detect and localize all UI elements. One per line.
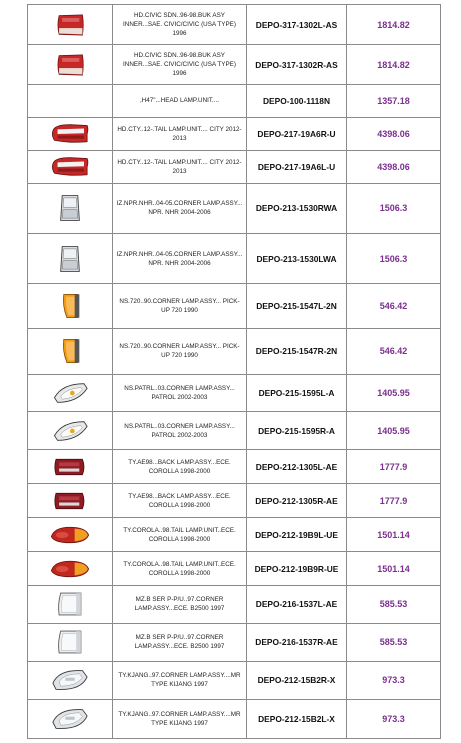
part-number: DEPO-215-1547L-2N bbox=[247, 284, 347, 329]
product-description: TY.KJANG..97.CORNER LAMP.ASSY....MR TYPE KIJANG 1997 bbox=[113, 699, 247, 738]
product-description: HD.CIVIC SDN..96-98.BUK ASY INNER...SAE. CIVIC/CIVIC (USA TYPE) 1996 bbox=[113, 45, 247, 85]
price: 1814.82 bbox=[347, 5, 441, 45]
part-number: DEPO-212-15B2L-X bbox=[247, 699, 347, 738]
part-number: DEPO-215-1547R-2N bbox=[247, 329, 347, 374]
product-image-cell bbox=[28, 585, 113, 623]
table-row bbox=[28, 5, 441, 45]
product-image-cell bbox=[28, 5, 113, 45]
product-description: HD.CIVIC SDN..96-98.BUK ASY INNER...SAE. CIVIC/CIVIC (USA TYPE) 1996 bbox=[113, 5, 247, 45]
product-description: HD.CTY..12-.TAIL LAMP.UNIT.... CITY 2012-2013 bbox=[113, 117, 247, 150]
product-description: TY.AE98...BACK LAMP.ASSY...ECE. COROLLA 1998-2000 bbox=[113, 484, 247, 518]
product-description: NS.720..90.CORNER LAMP.ASSY... PICK-UP 720 1990 bbox=[113, 329, 247, 374]
table-row bbox=[28, 85, 441, 118]
part-number: DEPO-100-1118N bbox=[247, 85, 347, 118]
product-image-cell bbox=[28, 183, 113, 233]
red-rear-lamp-icon bbox=[40, 11, 100, 39]
price: 4398.06 bbox=[347, 150, 441, 183]
price: 973.3 bbox=[347, 661, 441, 699]
part-number: DEPO-217-19A6R-U bbox=[247, 117, 347, 150]
part-number: DEPO-212-19B9R-UE bbox=[247, 552, 347, 586]
product-description: HD.CTY..12-.TAIL LAMP.UNIT.... CITY 2012-2013 bbox=[113, 150, 247, 183]
price: 1814.82 bbox=[347, 45, 441, 85]
product-image-cell bbox=[28, 661, 113, 699]
price: 973.3 bbox=[347, 699, 441, 738]
product-description: NS.720..90.CORNER LAMP.ASSY... PICK-UP 720 1990 bbox=[113, 284, 247, 329]
table-row bbox=[28, 661, 441, 699]
red-back-lamp-icon bbox=[40, 453, 100, 481]
price: 546.42 bbox=[347, 329, 441, 374]
chrome-kijang-lamp-icon bbox=[40, 666, 100, 694]
part-number: DEPO-213-1530RWA bbox=[247, 183, 347, 233]
product-image-cell bbox=[28, 374, 113, 412]
table-row bbox=[28, 412, 441, 450]
price: 585.53 bbox=[347, 623, 441, 661]
table-row bbox=[28, 484, 441, 518]
part-number: DEPO-215-1595R-A bbox=[247, 412, 347, 450]
table-row bbox=[28, 585, 441, 623]
product-description: IZ.NPR.NHR..04-05.CORNER LAMP.ASSY... NPR. NHR 2004-2006 bbox=[113, 233, 247, 283]
price: 1405.95 bbox=[347, 374, 441, 412]
price: 4398.06 bbox=[347, 117, 441, 150]
product-description: IZ.NPR.NHR..04-05.CORNER LAMP.ASSY... NPR. NHR 2004-2006 bbox=[113, 183, 247, 233]
part-number: DEPO-212-1305R-AE bbox=[247, 484, 347, 518]
price: 1506.3 bbox=[347, 233, 441, 283]
chrome-kijang-lamp-icon bbox=[40, 705, 100, 733]
chrome-corner-lamp-icon bbox=[40, 417, 100, 445]
price: 1501.14 bbox=[347, 552, 441, 586]
product-description: TY.AE98...BACK LAMP.ASSY...ECE. COROLLA 1998-2000 bbox=[113, 450, 247, 484]
part-number: DEPO-215-1595L-A bbox=[247, 374, 347, 412]
product-image-cell bbox=[28, 233, 113, 283]
product-image-cell bbox=[28, 117, 113, 150]
table-row bbox=[28, 329, 441, 374]
price: 1777.9 bbox=[347, 450, 441, 484]
product-image-cell bbox=[28, 412, 113, 450]
amber-corner-lamp-icon bbox=[40, 337, 100, 365]
red-amber-tail-lamp-icon bbox=[40, 555, 100, 583]
part-number: DEPO-317-1302R-AS bbox=[247, 45, 347, 85]
red-back-lamp-icon bbox=[40, 487, 100, 515]
product-image-cell bbox=[28, 699, 113, 738]
amber-corner-lamp-icon bbox=[40, 292, 100, 320]
product-image-cell bbox=[28, 329, 113, 374]
price: 1506.3 bbox=[347, 183, 441, 233]
product-description: NS.PATRL..03.CORNER LAMP.ASSY... PATROL 2002-2003 bbox=[113, 412, 247, 450]
product-image-cell bbox=[28, 552, 113, 586]
chrome-corner-lamp-icon bbox=[40, 379, 100, 407]
clear-square-lamp-icon bbox=[40, 590, 100, 618]
product-image-cell bbox=[28, 85, 113, 118]
table-row bbox=[28, 623, 441, 661]
price: 1405.95 bbox=[347, 412, 441, 450]
price: 1501.14 bbox=[347, 518, 441, 552]
product-description: TY.KJANG..97.CORNER LAMP.ASSY....MR TYPE KIJANG 1997 bbox=[113, 661, 247, 699]
price: 1357.18 bbox=[347, 85, 441, 118]
part-number: DEPO-213-1530LWA bbox=[247, 233, 347, 283]
price: 585.53 bbox=[347, 585, 441, 623]
price: 546.42 bbox=[347, 284, 441, 329]
product-image-cell bbox=[28, 450, 113, 484]
product-image-cell bbox=[28, 150, 113, 183]
red-tail-lamp-icon bbox=[40, 153, 100, 181]
part-number: DEPO-212-19B9L-UE bbox=[247, 518, 347, 552]
product-image-cell bbox=[28, 623, 113, 661]
table-row bbox=[28, 183, 441, 233]
table-row bbox=[28, 150, 441, 183]
price: 1777.9 bbox=[347, 484, 441, 518]
product-description: TY.COROLA..98.TAIL LAMP.UNIT..ECE. COROLLA 1998-2000 bbox=[113, 552, 247, 586]
table-row bbox=[28, 518, 441, 552]
table-row bbox=[28, 117, 441, 150]
product-image-cell bbox=[28, 45, 113, 85]
table-row bbox=[28, 233, 441, 283]
product-description: MZ.B SER P-P/U..97.CORNER LAMP.ASSY...ECE. B2500 1997 bbox=[113, 623, 247, 661]
table-row bbox=[28, 699, 441, 738]
clear-corner-lamp-icon bbox=[40, 245, 100, 273]
table-row bbox=[28, 45, 441, 85]
clear-corner-lamp-icon bbox=[40, 194, 100, 222]
part-number: DEPO-317-1302L-AS bbox=[247, 5, 347, 45]
parts-catalog-table bbox=[27, 4, 441, 739]
red-tail-lamp-icon bbox=[40, 120, 100, 148]
product-description: NS.PATRL..03.CORNER LAMP.ASSY... PATROL 2002-2003 bbox=[113, 374, 247, 412]
product-image-cell bbox=[28, 284, 113, 329]
table-row bbox=[28, 374, 441, 412]
table-row bbox=[28, 284, 441, 329]
product-image-cell bbox=[28, 518, 113, 552]
red-rear-lamp-icon bbox=[40, 51, 100, 79]
product-description: TY.COROLA..98.TAIL LAMP.UNIT..ECE. COROLLA 1998-2000 bbox=[113, 518, 247, 552]
part-number: DEPO-216-1537R-AE bbox=[247, 623, 347, 661]
product-description: ,H47"...HEAD LAMP.UNIT.... bbox=[113, 85, 247, 118]
product-image-cell bbox=[28, 484, 113, 518]
part-number: DEPO-212-15B2R-X bbox=[247, 661, 347, 699]
part-number: DEPO-212-1305L-AE bbox=[247, 450, 347, 484]
part-number: DEPO-217-19A6L-U bbox=[247, 150, 347, 183]
table-row bbox=[28, 552, 441, 586]
table-row bbox=[28, 450, 441, 484]
product-description: MZ.B SER P-P/U..97.CORNER LAMP.ASSY...ECE. B2500 1997 bbox=[113, 585, 247, 623]
red-amber-tail-lamp-icon bbox=[40, 521, 100, 549]
clear-square-lamp-icon bbox=[40, 628, 100, 656]
part-number: DEPO-216-1537L-AE bbox=[247, 585, 347, 623]
